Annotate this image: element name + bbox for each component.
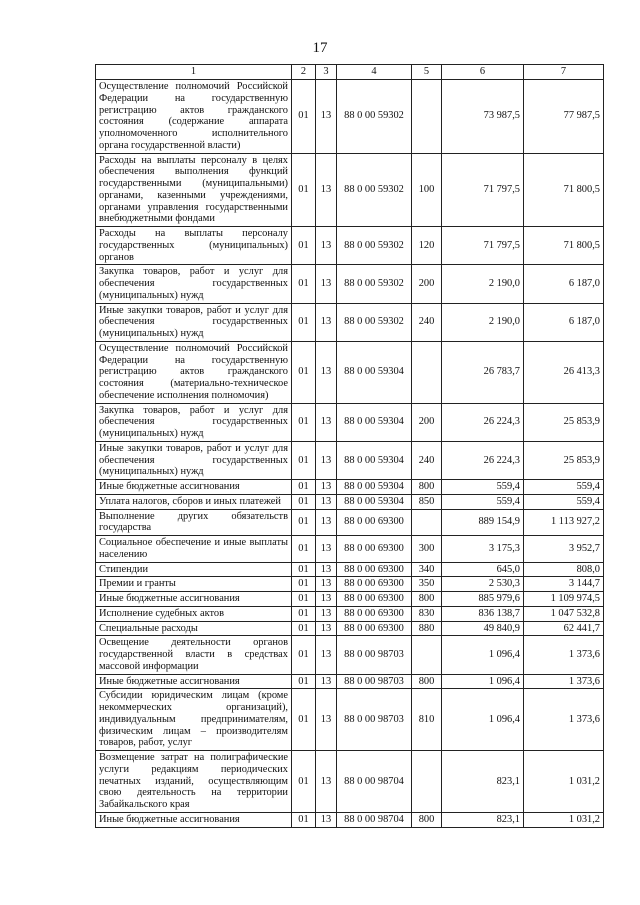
table-row bbox=[96, 403, 604, 441]
row-name-cell: Расходы на выплаты персоналу государственных (муниципальных) органов bbox=[96, 227, 292, 265]
row-expense-type-cell bbox=[412, 751, 442, 813]
row-expense-type-cell: 240 bbox=[412, 441, 442, 479]
row-expense-type-cell bbox=[412, 341, 442, 403]
row-amount-year1-cell: 71 797,5 bbox=[442, 227, 524, 265]
row-expense-type-cell: 340 bbox=[412, 562, 442, 577]
row-name-cell: Расходы на выплаты персоналу в целях обеспечения выполнения функций государственными (муниципальными) органами, казенными учреждениями, органами управления государственными внебюджетными фондами bbox=[96, 153, 292, 227]
table-row bbox=[96, 577, 604, 592]
row-target-article-cell: 88 0 00 59302 bbox=[337, 80, 412, 154]
row-amount-year1-cell: 3 175,3 bbox=[442, 536, 524, 563]
row-section-cell: 01 bbox=[292, 636, 316, 674]
row-amount-year1-cell: 836 138,7 bbox=[442, 606, 524, 621]
row-target-article-cell: 88 0 00 98704 bbox=[337, 812, 412, 827]
row-expense-type-cell bbox=[412, 509, 442, 536]
row-target-article-cell: 88 0 00 59302 bbox=[337, 265, 412, 303]
row-section-cell: 01 bbox=[292, 674, 316, 689]
row-name-cell: Иные бюджетные ассигнования bbox=[96, 592, 292, 607]
row-name-cell: Иные бюджетные ассигнования bbox=[96, 674, 292, 689]
row-subsection-cell: 13 bbox=[316, 494, 337, 509]
row-expense-type-cell bbox=[412, 636, 442, 674]
row-amount-year2-cell: 1 047 532,8 bbox=[524, 606, 604, 621]
table-body bbox=[96, 80, 604, 828]
row-subsection-cell: 13 bbox=[316, 562, 337, 577]
table-row bbox=[96, 606, 604, 621]
row-amount-year2-cell: 1 373,6 bbox=[524, 636, 604, 674]
row-expense-type-cell: 120 bbox=[412, 227, 442, 265]
row-section-cell: 01 bbox=[292, 592, 316, 607]
row-amount-year2-cell: 25 853,9 bbox=[524, 441, 604, 479]
row-name-cell: Осуществление полномочий Российской Федерации на государственную регистрацию актов гражданского состояния (материально-техническое обеспечение исполнения полномочия) bbox=[96, 341, 292, 403]
row-name-cell: Уплата налогов, сборов и иных платежей bbox=[96, 494, 292, 509]
row-section-cell: 01 bbox=[292, 812, 316, 827]
table-row bbox=[96, 303, 604, 341]
table-row bbox=[96, 674, 604, 689]
row-subsection-cell: 13 bbox=[316, 153, 337, 227]
row-amount-year1-cell: 49 840,9 bbox=[442, 621, 524, 636]
row-name-cell: Премии и гранты bbox=[96, 577, 292, 592]
row-section-cell: 01 bbox=[292, 403, 316, 441]
row-amount-year1-cell: 26 224,3 bbox=[442, 441, 524, 479]
row-subsection-cell: 13 bbox=[316, 689, 337, 751]
row-subsection-cell: 13 bbox=[316, 636, 337, 674]
row-target-article-cell: 88 0 00 59304 bbox=[337, 494, 412, 509]
row-subsection-cell: 13 bbox=[316, 441, 337, 479]
row-name-cell: Иные закупки товаров, работ и услуг для обеспечения государственных (муниципальных) нужд bbox=[96, 303, 292, 341]
row-target-article-cell: 88 0 00 69300 bbox=[337, 606, 412, 621]
row-amount-year2-cell: 1 113 927,2 bbox=[524, 509, 604, 536]
table-row bbox=[96, 812, 604, 827]
row-amount-year2-cell: 6 187,0 bbox=[524, 265, 604, 303]
row-amount-year1-cell: 823,1 bbox=[442, 812, 524, 827]
row-amount-year2-cell: 71 800,5 bbox=[524, 153, 604, 227]
table-row bbox=[96, 689, 604, 751]
table-row bbox=[96, 80, 604, 154]
row-subsection-cell: 13 bbox=[316, 480, 337, 495]
table-row bbox=[96, 562, 604, 577]
row-name-cell: Иные закупки товаров, работ и услуг для обеспечения государственных (муниципальных) нужд bbox=[96, 441, 292, 479]
row-subsection-cell: 13 bbox=[316, 751, 337, 813]
row-subsection-cell: 13 bbox=[316, 536, 337, 563]
row-section-cell: 01 bbox=[292, 536, 316, 563]
row-target-article-cell: 88 0 00 69300 bbox=[337, 536, 412, 563]
row-section-cell: 01 bbox=[292, 341, 316, 403]
row-amount-year2-cell: 1 373,6 bbox=[524, 689, 604, 751]
row-amount-year2-cell: 559,4 bbox=[524, 480, 604, 495]
row-amount-year1-cell: 2 190,0 bbox=[442, 303, 524, 341]
budget-table bbox=[95, 64, 604, 828]
row-expense-type-cell: 800 bbox=[412, 674, 442, 689]
row-expense-type-cell: 240 bbox=[412, 303, 442, 341]
row-section-cell: 01 bbox=[292, 227, 316, 265]
row-amount-year1-cell: 1 096,4 bbox=[442, 674, 524, 689]
row-subsection-cell: 13 bbox=[316, 577, 337, 592]
row-subsection-cell: 13 bbox=[316, 812, 337, 827]
row-amount-year2-cell: 1 031,2 bbox=[524, 812, 604, 827]
table-row bbox=[96, 227, 604, 265]
row-target-article-cell: 88 0 00 98703 bbox=[337, 674, 412, 689]
header-col-6: 6 bbox=[442, 65, 524, 80]
row-name-cell: Стипендии bbox=[96, 562, 292, 577]
row-amount-year1-cell: 645,0 bbox=[442, 562, 524, 577]
row-amount-year2-cell: 62 441,7 bbox=[524, 621, 604, 636]
row-amount-year2-cell: 25 853,9 bbox=[524, 403, 604, 441]
row-name-cell: Специальные расходы bbox=[96, 621, 292, 636]
table-row bbox=[96, 636, 604, 674]
row-target-article-cell: 88 0 00 69300 bbox=[337, 621, 412, 636]
table-row bbox=[96, 265, 604, 303]
row-amount-year1-cell: 2 190,0 bbox=[442, 265, 524, 303]
row-amount-year1-cell: 1 096,4 bbox=[442, 689, 524, 751]
row-target-article-cell: 88 0 00 69300 bbox=[337, 592, 412, 607]
header-col-7: 7 bbox=[524, 65, 604, 80]
row-expense-type-cell: 810 bbox=[412, 689, 442, 751]
row-subsection-cell: 13 bbox=[316, 621, 337, 636]
row-section-cell: 01 bbox=[292, 480, 316, 495]
row-section-cell: 01 bbox=[292, 265, 316, 303]
row-name-cell: Закупка товаров, работ и услуг для обеспечения государственных (муниципальных) нужд bbox=[96, 403, 292, 441]
row-subsection-cell: 13 bbox=[316, 509, 337, 536]
row-name-cell: Социальное обеспечение и иные выплаты населению bbox=[96, 536, 292, 563]
header-col-2: 2 bbox=[292, 65, 316, 80]
row-amount-year2-cell: 1 373,6 bbox=[524, 674, 604, 689]
row-expense-type-cell: 200 bbox=[412, 403, 442, 441]
row-section-cell: 01 bbox=[292, 494, 316, 509]
row-name-cell: Возмещение затрат на полиграфические услуги редакциям периодических печатных изданий, осуществляющим свою деятельность на территории Забайкальского края bbox=[96, 751, 292, 813]
row-section-cell: 01 bbox=[292, 153, 316, 227]
row-target-article-cell: 88 0 00 59302 bbox=[337, 153, 412, 227]
row-amount-year1-cell: 73 987,5 bbox=[442, 80, 524, 154]
row-target-article-cell: 88 0 00 59304 bbox=[337, 480, 412, 495]
table-row bbox=[96, 751, 604, 813]
table-row bbox=[96, 480, 604, 495]
row-section-cell: 01 bbox=[292, 509, 316, 536]
row-expense-type-cell: 800 bbox=[412, 592, 442, 607]
row-expense-type-cell: 100 bbox=[412, 153, 442, 227]
table-header-row bbox=[96, 65, 604, 80]
row-expense-type-cell: 880 bbox=[412, 621, 442, 636]
row-amount-year1-cell: 71 797,5 bbox=[442, 153, 524, 227]
row-name-cell: Иные бюджетные ассигнования bbox=[96, 480, 292, 495]
row-amount-year2-cell: 559,4 bbox=[524, 494, 604, 509]
row-expense-type-cell: 200 bbox=[412, 265, 442, 303]
row-target-article-cell: 88 0 00 59304 bbox=[337, 341, 412, 403]
row-amount-year2-cell: 808,0 bbox=[524, 562, 604, 577]
row-target-article-cell: 88 0 00 69300 bbox=[337, 577, 412, 592]
row-name-cell: Освещение деятельности органов государственной власти в средствах массовой информации bbox=[96, 636, 292, 674]
table-row bbox=[96, 341, 604, 403]
table-row bbox=[96, 153, 604, 227]
table-row bbox=[96, 536, 604, 563]
row-target-article-cell: 88 0 00 59304 bbox=[337, 403, 412, 441]
row-amount-year2-cell: 1 109 974,5 bbox=[524, 592, 604, 607]
row-amount-year1-cell: 885 979,6 bbox=[442, 592, 524, 607]
row-target-article-cell: 88 0 00 98703 bbox=[337, 689, 412, 751]
row-section-cell: 01 bbox=[292, 303, 316, 341]
row-amount-year2-cell: 26 413,3 bbox=[524, 341, 604, 403]
table-row bbox=[96, 441, 604, 479]
table-row bbox=[96, 621, 604, 636]
table-row bbox=[96, 509, 604, 536]
row-target-article-cell: 88 0 00 98704 bbox=[337, 751, 412, 813]
row-section-cell: 01 bbox=[292, 751, 316, 813]
row-section-cell: 01 bbox=[292, 606, 316, 621]
row-name-cell: Субсидии юридическим лицам (кроме некоммерческих организаций), индивидуальным предпринимателям, физическим лицам – производителям товаров, работ, услуг bbox=[96, 689, 292, 751]
row-amount-year2-cell: 3 144,7 bbox=[524, 577, 604, 592]
row-expense-type-cell: 300 bbox=[412, 536, 442, 563]
row-amount-year2-cell: 1 031,2 bbox=[524, 751, 604, 813]
row-amount-year1-cell: 889 154,9 bbox=[442, 509, 524, 536]
row-subsection-cell: 13 bbox=[316, 606, 337, 621]
row-amount-year1-cell: 26 783,7 bbox=[442, 341, 524, 403]
row-subsection-cell: 13 bbox=[316, 403, 337, 441]
row-amount-year1-cell: 559,4 bbox=[442, 494, 524, 509]
header-col-4: 4 bbox=[337, 65, 412, 80]
row-expense-type-cell: 800 bbox=[412, 812, 442, 827]
row-amount-year1-cell: 26 224,3 bbox=[442, 403, 524, 441]
row-expense-type-cell: 850 bbox=[412, 494, 442, 509]
table-row bbox=[96, 592, 604, 607]
row-section-cell: 01 bbox=[292, 80, 316, 154]
row-name-cell: Выполнение других обязательств государства bbox=[96, 509, 292, 536]
row-section-cell: 01 bbox=[292, 689, 316, 751]
row-target-article-cell: 88 0 00 59304 bbox=[337, 441, 412, 479]
row-subsection-cell: 13 bbox=[316, 303, 337, 341]
table-row bbox=[96, 494, 604, 509]
row-subsection-cell: 13 bbox=[316, 80, 337, 154]
header-col-1: 1 bbox=[96, 65, 292, 80]
row-amount-year1-cell: 823,1 bbox=[442, 751, 524, 813]
row-amount-year2-cell: 71 800,5 bbox=[524, 227, 604, 265]
row-name-cell: Иные бюджетные ассигнования bbox=[96, 812, 292, 827]
row-amount-year1-cell: 559,4 bbox=[442, 480, 524, 495]
row-target-article-cell: 88 0 00 98703 bbox=[337, 636, 412, 674]
row-expense-type-cell bbox=[412, 80, 442, 154]
row-subsection-cell: 13 bbox=[316, 227, 337, 265]
row-section-cell: 01 bbox=[292, 577, 316, 592]
row-amount-year2-cell: 3 952,7 bbox=[524, 536, 604, 563]
page-number: 17 bbox=[312, 40, 328, 56]
row-section-cell: 01 bbox=[292, 441, 316, 479]
row-expense-type-cell: 350 bbox=[412, 577, 442, 592]
row-subsection-cell: 13 bbox=[316, 265, 337, 303]
row-amount-year1-cell: 2 530,3 bbox=[442, 577, 524, 592]
row-target-article-cell: 88 0 00 69300 bbox=[337, 509, 412, 536]
row-subsection-cell: 13 bbox=[316, 674, 337, 689]
row-section-cell: 01 bbox=[292, 621, 316, 636]
row-name-cell: Закупка товаров, работ и услуг для обеспечения государственных (муниципальных) нужд bbox=[96, 265, 292, 303]
row-subsection-cell: 13 bbox=[316, 341, 337, 403]
row-amount-year1-cell: 1 096,4 bbox=[442, 636, 524, 674]
row-target-article-cell: 88 0 00 59302 bbox=[337, 227, 412, 265]
header-col-3: 3 bbox=[316, 65, 337, 80]
row-amount-year2-cell: 77 987,5 bbox=[524, 80, 604, 154]
header-col-5: 5 bbox=[412, 65, 442, 80]
row-subsection-cell: 13 bbox=[316, 592, 337, 607]
row-name-cell: Осуществление полномочий Российской Федерации на государственную регистрацию актов гражданского состояния (содержание аппарата уполномоченного исполнительного органа государственной власти) bbox=[96, 80, 292, 154]
row-expense-type-cell: 800 bbox=[412, 480, 442, 495]
row-target-article-cell: 88 0 00 59302 bbox=[337, 303, 412, 341]
row-name-cell: Исполнение судебных актов bbox=[96, 606, 292, 621]
row-section-cell: 01 bbox=[292, 562, 316, 577]
row-target-article-cell: 88 0 00 69300 bbox=[337, 562, 412, 577]
row-amount-year2-cell: 6 187,0 bbox=[524, 303, 604, 341]
row-expense-type-cell: 830 bbox=[412, 606, 442, 621]
